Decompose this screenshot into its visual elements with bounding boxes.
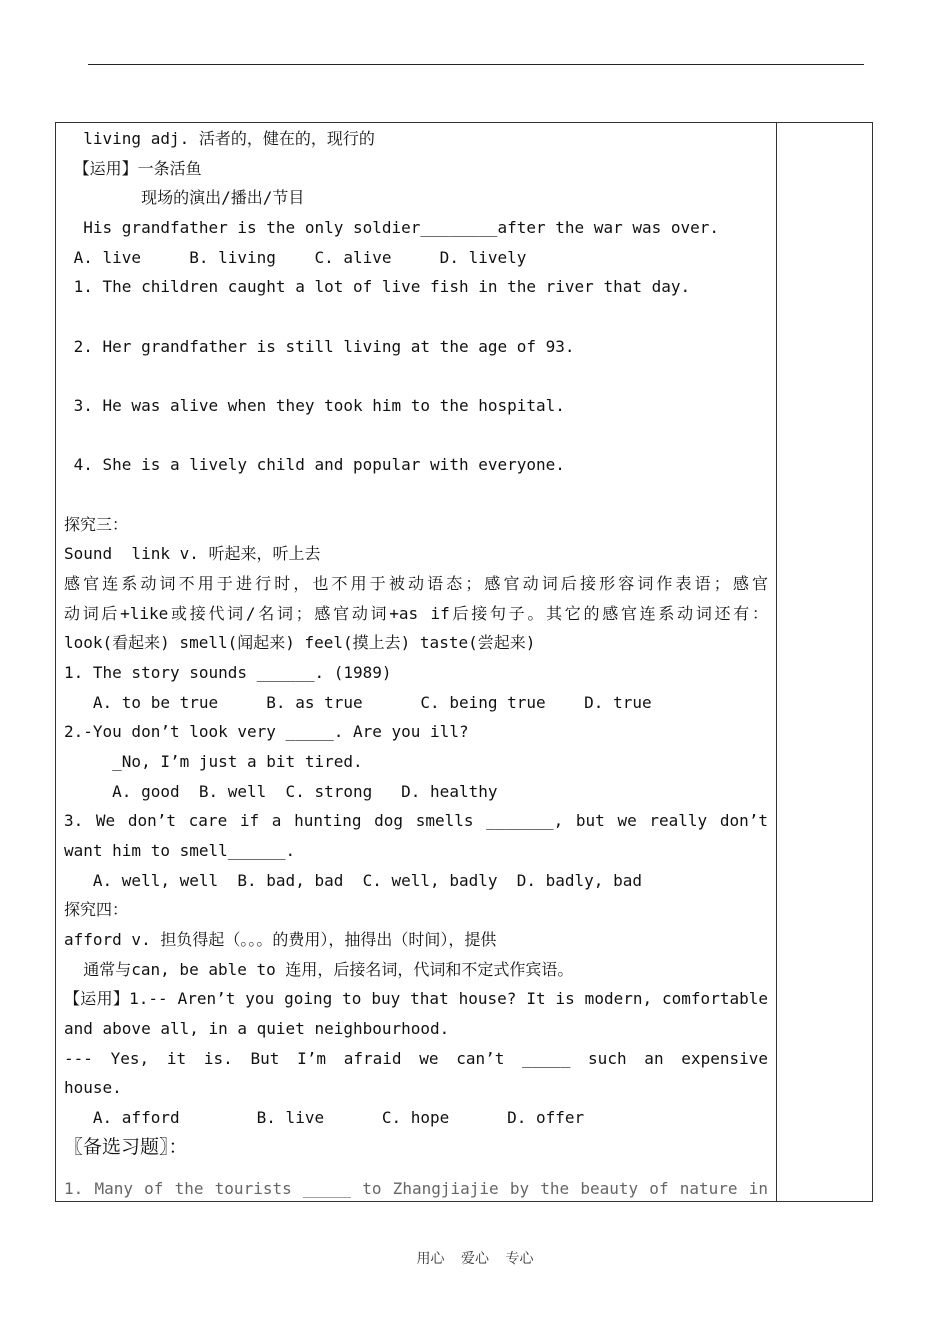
- text-line: A. good B. well C. strong D. healthy: [64, 782, 498, 801]
- text-line: _No, I’m just a bit tired.: [64, 752, 363, 771]
- text-line: afford v. 担负得起（。。。的费用），抽得出（时间），提供: [64, 930, 497, 949]
- text-line: living adj. 活者的，健在的，现行的: [64, 129, 375, 148]
- text-line: and above all, in a quiet neighbourhood.: [64, 1019, 450, 1038]
- text-line: 2.-You don’t look very _____. Are you ill?: [64, 722, 469, 741]
- text-line: 3. We don’t care if a hunting dog smells _______, but we really don’t: [64, 811, 768, 830]
- text-line: 1. Many of the tourists _____ to Zhangjiajie by the beauty of nature in: [64, 1179, 768, 1198]
- text-line: want him to smell______.: [64, 841, 296, 860]
- page-footer: [0, 1248, 950, 1268]
- text-line: 现场的演出/播出/节目: [64, 188, 305, 207]
- text-line: A. well, well B. bad, bad C. well, badly D. badly, bad: [64, 871, 642, 890]
- text-line: 2. Her grandfather is still living at the age of 93.: [64, 337, 575, 356]
- text-line: A. afford B. live C. hope D. offer: [64, 1108, 585, 1127]
- text-line: 1. The children caught a lot of live fish in the river that day.: [64, 277, 691, 296]
- header-rule: [88, 64, 864, 65]
- footer-word: 专心: [505, 1251, 534, 1267]
- section-heading: 〖备选习题〗：: [64, 1136, 188, 1158]
- text-line: 动词后+like或接代词/名词；感官动词+as if后接句子。其它的感官连系动词还有：: [64, 604, 768, 623]
- content-table: [55, 122, 873, 1202]
- text-line: A. to be true B. as true C. being true D. true: [64, 693, 652, 712]
- footer-word: 爱心: [461, 1251, 489, 1267]
- text-line: 【运用】一条活鱼: [64, 159, 202, 178]
- column-divider: [776, 123, 777, 1201]
- text-line: 通常与can, be able to 连用，后接名词，代词和不定式作宾语。: [64, 960, 574, 979]
- text-line: 1. The story sounds ______. (1989): [64, 663, 392, 682]
- text-line: look(看起来) smell(闻起来) feel(摸上去) taste(尝起来): [64, 633, 536, 652]
- text-line: --- Yes, it is. But I’m afraid we can’t _____ such an expensive: [64, 1049, 768, 1068]
- text-line: 4. She is a lively child and popular with everyone.: [64, 455, 565, 474]
- text-line: Sound link v. 听起来，听上去: [64, 544, 321, 563]
- section-heading: 探究四：: [64, 900, 129, 919]
- section-heading: 探究三：: [64, 515, 129, 534]
- text-line: 【运用】1.-- Aren’t you going to buy that house? It is modern, comfortable: [64, 989, 768, 1008]
- text-line: His grandfather is the only soldier________after the war was over.: [64, 218, 720, 237]
- text-line: 感官连系动词不用于进行时，也不用于被动语态；感官动词后接形容词作表语；感官: [64, 574, 768, 593]
- text-line: house.: [64, 1078, 122, 1097]
- text-line: 3. He was alive when they took him to the hospital.: [64, 396, 565, 415]
- footer-word: 用心: [416, 1251, 445, 1267]
- text-line: A. live B. living C. alive D. lively: [64, 248, 527, 267]
